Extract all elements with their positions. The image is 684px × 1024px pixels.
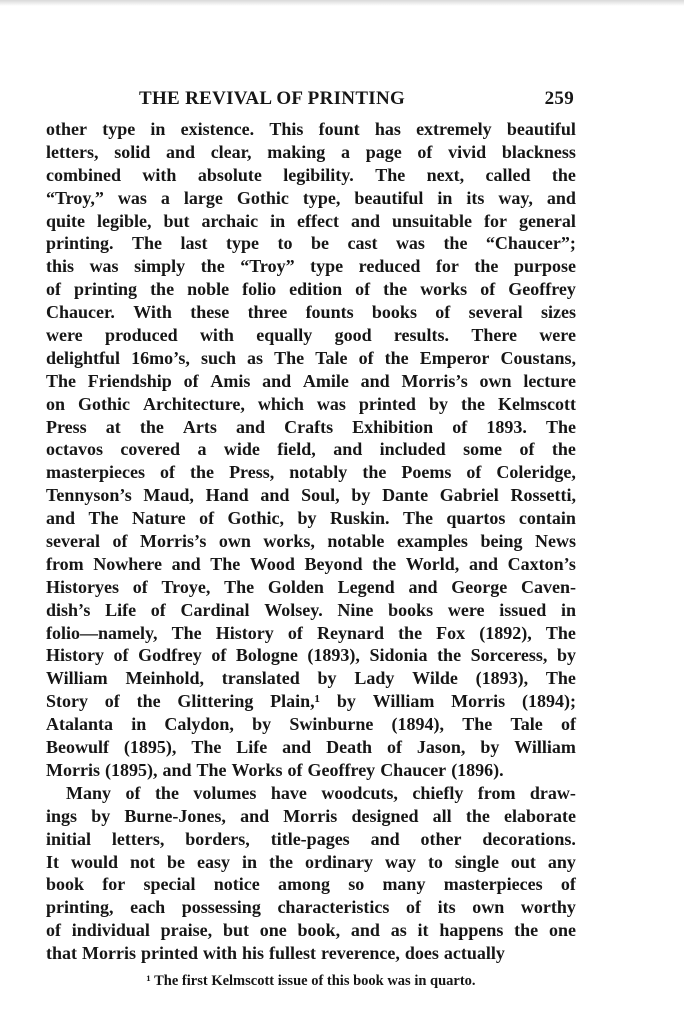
chapter-title: THE REVIVAL OF PRINTING (139, 88, 406, 109)
text-line: printing, each possessing characteristics of its own worthy (46, 897, 576, 918)
body-text (46, 118, 576, 965)
text-line: William Meinhold, translated by Lady Wilde (1893), The (46, 668, 576, 689)
text-line: delightful 16mo’s, such as The Tale of the Emperor Coustans, (46, 347, 576, 368)
book-page (46, 88, 576, 990)
text-line: and The Nature of Gothic, by Ruskin. The quartos contain (46, 508, 576, 529)
text-line: Many of the volumes have woodcuts, chiefly from draw- (66, 782, 576, 803)
text-line: “Troy,” was a large Gothic type, beautiful in its way, and (46, 187, 576, 208)
text-line: octavos covered a wide field, and included some of the (46, 439, 576, 460)
text-line: other type in existence. This fount has extremely beautiful (46, 119, 576, 139)
text-line: Story of the Glittering Plain,¹ by William Morris (1894); (46, 691, 576, 712)
text-line: this was simply the “Troy” type reduced for the purpose (46, 256, 576, 277)
text-line: quite legible, but archaic in effect and unsuitable for general (46, 210, 576, 231)
text-line: folio—namely, The History of Reynard the Fox (1892), The (46, 622, 576, 643)
text-line: The Friendship of Amis and Amile and Morris’s own lecture (46, 370, 576, 391)
text-line: on Gothic Architecture, which was printed by the Kelmscott (46, 393, 576, 414)
text-line: letters, solid and clear, making a page of vivid blackness (46, 141, 576, 162)
text-line: of printing the noble folio edition of the works of Geoffrey (46, 279, 576, 300)
text-line: combined with absolute legibility. The next, called the (46, 164, 576, 185)
text-line: masterpieces of the Press, notably the Poems of Coleridge, (46, 462, 576, 483)
text-line: ings by Burne-Jones, and Morris designed all the elaborate (46, 805, 576, 826)
paragraph (46, 782, 576, 965)
text-line: dish’s Life of Cardinal Wolsey. Nine books were issued in (46, 599, 576, 620)
text-line: of individual praise, but one book, and as it happens the one (46, 920, 576, 941)
text-line: printing. The last type to be cast was the “Chaucer”; (46, 233, 576, 254)
page-number: 259 (544, 88, 574, 109)
text-line: several of Morris’s own works, notable examples being News (46, 531, 576, 552)
text-line: It would not be easy in the ordinary way to single out any (46, 851, 576, 872)
text-line: that Morris printed with his fullest reverence, does actually (46, 943, 505, 964)
text-line: initial letters, borders, title-pages and other decorations. (46, 828, 576, 849)
text-line: Historyes of Troye, The Golden Legend and George Caven- (46, 576, 576, 597)
text-line: Beowulf (1895), The Life and Death of Jason, by William (46, 737, 576, 758)
running-head (46, 88, 576, 118)
text-line: book for special notice among so many masterpieces of (46, 874, 576, 895)
footnote: ¹ The first Kelmscott issue of this book was in quarto. (146, 972, 476, 989)
page-top-edge (0, 0, 684, 6)
text-line: were produced with equally good results. There were (46, 325, 576, 346)
text-line: Chaucer. With these three founts books of several sizes (46, 302, 576, 323)
text-line: History of Godfrey of Bologne (1893), Sidonia the Sorceress, by (46, 645, 576, 666)
text-line: from Nowhere and The Wood Beyond the World, and Caxton’s (46, 553, 576, 574)
text-line: Tennyson’s Maud, Hand and Soul, by Dante Gabriel Rossetti, (46, 485, 576, 506)
text-line: Press at the Arts and Crafts Exhibition of 1893. The (46, 416, 576, 437)
text-line: Morris (1895), and The Works of Geoffrey Chaucer (1896). (46, 759, 504, 780)
text-line: Atalanta in Calydon, by Swinburne (1894), The Tale of (46, 714, 576, 735)
paragraph (46, 118, 576, 782)
